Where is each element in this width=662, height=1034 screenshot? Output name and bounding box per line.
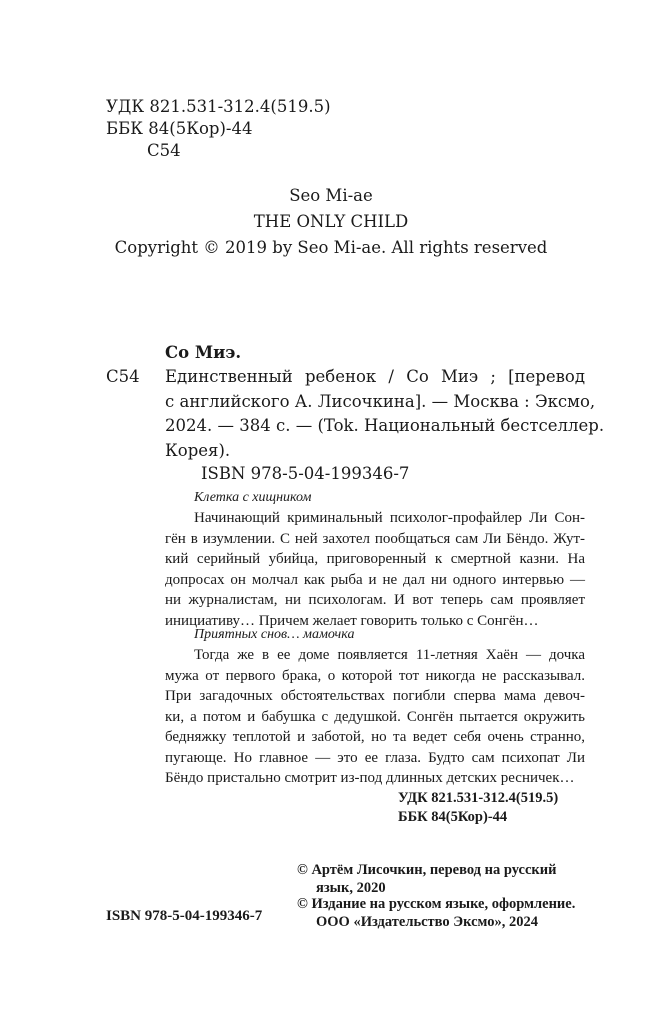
copyright-edition-line2: ООО «Издательство Эксмо», 2024: [316, 914, 538, 930]
annotation-line: допросах он молчал как рыба и не дал ни одного интервью —: [165, 571, 585, 588]
annotation-line: бедняжку теплотой и заботой, но та ведет себя очень странно,: [165, 729, 585, 745]
annotation-line: Начинающий криминальный психолог-профайлер Ли Сон-: [194, 510, 585, 526]
bib-line: Корея).: [165, 440, 231, 460]
author-mark: С54: [147, 141, 181, 160]
bib-line: Единственный ребенок / Со Миэ ; [перевод: [165, 367, 585, 386]
bib-author: Со Миэ.: [165, 343, 242, 362]
codes-udk: УДК 821.531-312.4(519.5): [398, 790, 559, 806]
original-author: Seo Mi-ae: [289, 186, 373, 205]
bib-line: 2024. — 384 с. — (Tok. Национальный бестселлер.: [165, 416, 605, 435]
copyright-translation-line1: © Артём Лисочкин, перевод на русский: [297, 862, 557, 878]
bib-author-mark: С54: [106, 367, 140, 386]
bib-line: с английского А. Лисочкина]. — Москва : Эксмо,: [165, 391, 596, 411]
bib-description: [165, 365, 605, 463]
annotation-line: ни журналистам, ни психологам. И вот теперь сам проявляет: [165, 592, 585, 608]
footer-isbn: ISBN 978-5-04-199346-7: [106, 908, 263, 924]
copyright-translation-line2: язык, 2020: [316, 880, 386, 896]
annotation-title-1: Клетка с хищником: [194, 490, 312, 505]
udk-code: УДК 821.531-312.4(519.5): [106, 97, 331, 116]
annotation-line: При загадочных обстоятельствах погибли сперва мама девоч-: [165, 688, 585, 704]
annotation-line: кий серийный убийца, приговоренный к смертной казни. На: [165, 551, 585, 567]
annotation-paragraph-2: [165, 645, 585, 789]
annotation-line: пугающе. Но главное — это ее глаза. Будто сам психопат Ли: [165, 749, 585, 766]
annotation-line: Бёндо пристально смотрит из-под длинных детских ресничек…: [165, 770, 575, 786]
copyright-edition-line1: © Издание на русском языке, оформление.: [297, 896, 576, 912]
original-title: THE ONLY CHILD: [253, 212, 409, 231]
bbk-code: ББК 84(5Кор)-44: [106, 119, 253, 138]
original-copyright: Copyright © 2019 by Seo Mi-ae. All rights reserved: [114, 238, 548, 257]
annotation-title-2: Приятных снов… мамочка: [194, 627, 355, 642]
annotation-paragraph-1: [165, 508, 585, 631]
annotation-line: Тогда же в ее доме появляется 11-летняя Хаён — дочка: [194, 647, 585, 663]
annotation-line: инициативу… Причем желает говорить только с Сонгён…: [165, 612, 539, 629]
annotation-line: мужа от первого брака, о которой тот никогда не рассказывал.: [165, 667, 585, 684]
codes-bbk: ББК 84(5Кор)-44: [398, 809, 508, 825]
annotation-line: ки, а потом и бабушка с дедушкой. Сонгён пытается окружить: [165, 708, 585, 725]
bib-isbn: ISBN 978-5-04-199346-7: [201, 464, 410, 483]
annotation-line: гён в изумлении. С ней захотел пообщаться сам Ли Бёндо. Жут-: [165, 530, 585, 547]
